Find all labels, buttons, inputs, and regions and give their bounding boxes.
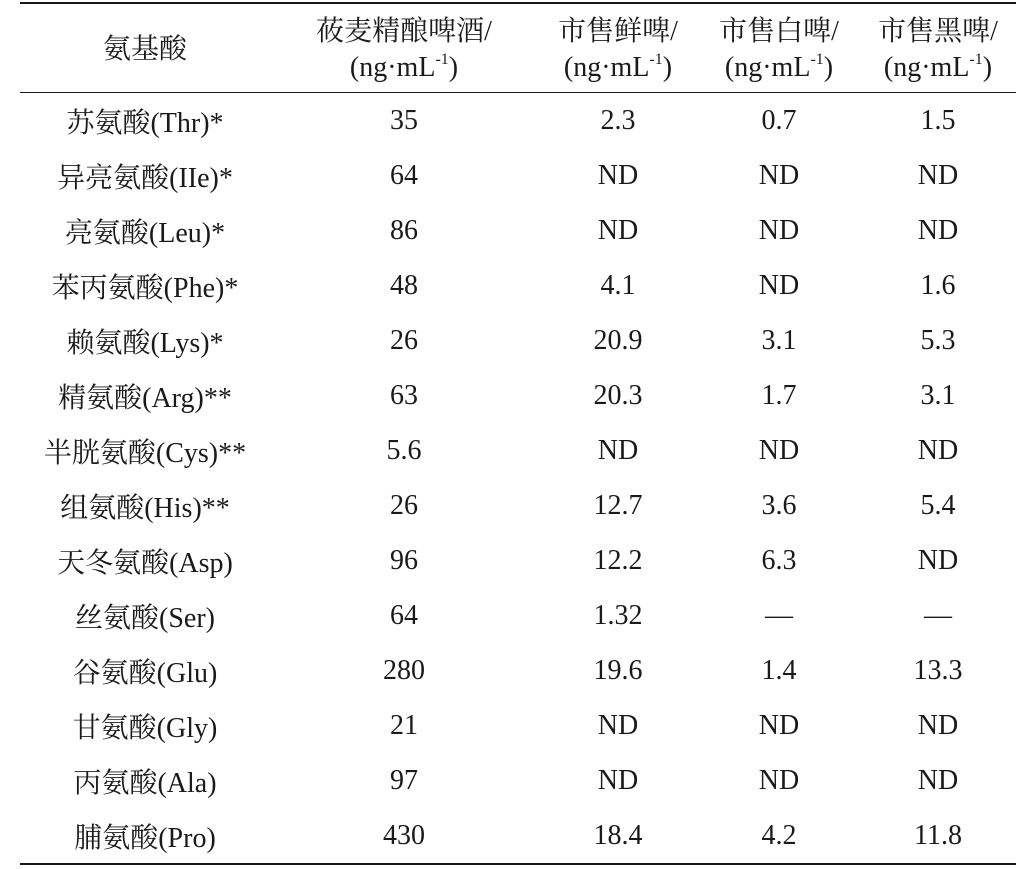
cell-amino-acid: 半胱氨酸(Cys)** [43, 437, 247, 469]
cell-amino-acid: 异亮氨酸(IIe)* [57, 162, 233, 194]
cell-dark-beer: 1.5 [920, 104, 956, 136]
cell-amino-acid: 脯氨酸(Pro) [74, 822, 216, 854]
cell-amino-acid: 赖氨酸(Lys)* [66, 327, 224, 359]
cell-white-beer: 0.7 [761, 104, 797, 136]
header-amino-acid [20, 3, 270, 93]
cell-dark-beer: 5.4 [920, 489, 956, 521]
cell-amino-acid: 谷氨酸(Glu) [72, 657, 218, 689]
cell-dark-beer: 5.3 [920, 324, 956, 356]
cell-amino-acid: 组氨酸(His)** [60, 492, 230, 524]
cell-oat-craft-beer: 21 [390, 709, 418, 741]
cell-oat-craft-beer: 5.6 [386, 434, 422, 466]
table-row [20, 368, 1016, 423]
cell-dark-beer: 13.3 [913, 654, 963, 686]
cell-white-beer: ND [758, 269, 800, 301]
cell-oat-craft-beer: 64 [390, 599, 418, 631]
cell-fresh-beer: 20.9 [593, 324, 643, 356]
amino-acid-table [20, 2, 1016, 865]
cell-white-beer: 1.4 [761, 654, 797, 686]
cell-fresh-beer: ND [597, 764, 639, 796]
cell-oat-craft-beer: 35 [390, 104, 418, 136]
cell-white-beer: 3.6 [761, 489, 797, 521]
header-white-beer [698, 3, 860, 93]
cell-dark-beer: ND [917, 159, 959, 191]
table-body [20, 93, 1016, 865]
header-fresh-beer [538, 3, 698, 93]
cell-dark-beer: 11.8 [914, 819, 962, 851]
cell-oat-craft-beer: 63 [390, 379, 418, 411]
table-row [20, 313, 1016, 368]
cell-fresh-beer: 20.3 [593, 379, 643, 411]
table-row [20, 258, 1016, 313]
cell-fresh-beer: ND [597, 214, 639, 246]
cell-oat-craft-beer: 430 [383, 819, 425, 851]
cell-white-beer: ND [758, 214, 800, 246]
cell-fresh-beer: ND [597, 709, 639, 741]
cell-white-beer: 1.7 [761, 379, 797, 411]
cell-amino-acid: 甘氨酸(Gly) [72, 712, 218, 744]
header-unit: $(ng\cdot mL^{-1})$ [349, 50, 459, 83]
cell-dark-beer: ND [917, 434, 959, 466]
table-row [20, 148, 1016, 203]
cell-fresh-beer: 19.6 [593, 654, 643, 686]
table-row [20, 423, 1016, 478]
cell-fresh-beer: 1.32 [593, 599, 643, 631]
cell-fresh-beer: 12.2 [593, 544, 643, 576]
cell-dark-beer: 3.1 [920, 379, 956, 411]
cell-oat-craft-beer: 86 [390, 214, 418, 246]
cell-oat-craft-beer: 26 [390, 324, 418, 356]
table-row [20, 478, 1016, 533]
cell-white-beer: 4.2 [761, 819, 797, 851]
header-title: 市售鲜啤/ [558, 16, 678, 47]
cell-fresh-beer: 18.4 [593, 819, 643, 851]
cell-fresh-beer: 4.1 [600, 269, 636, 301]
cell-dark-beer: ND [917, 709, 959, 741]
header-unit: $(ng\cdot mL^{-1})$ [883, 50, 993, 83]
cell-amino-acid: 苯丙氨酸(Phe)* [51, 272, 239, 304]
table-header-row [20, 3, 1016, 93]
header-unit: $(ng\cdot mL^{-1})$ [563, 50, 673, 83]
cell-dark-beer: 1.6 [920, 269, 956, 301]
header-oat-craft-beer [270, 3, 538, 93]
header-title: 市售黑啤/ [878, 16, 998, 47]
table-row [20, 588, 1016, 643]
cell-dark-beer: ND [917, 764, 959, 796]
cell-oat-craft-beer: 26 [390, 489, 418, 521]
header-title: 莜麦精酿啤酒/ [316, 16, 492, 47]
cell-oat-craft-beer: 64 [390, 159, 418, 191]
cell-amino-acid: 天冬氨酸(Asp) [57, 547, 233, 579]
cell-white-beer: 3.1 [761, 324, 797, 356]
cell-amino-acid: 苏氨酸(Thr)* [66, 107, 224, 139]
table-row [20, 808, 1016, 864]
cell-fresh-beer: ND [597, 434, 639, 466]
cell-oat-craft-beer: 96 [390, 544, 418, 576]
cell-amino-acid: 丝氨酸(Ser) [75, 602, 215, 634]
table-row [20, 698, 1016, 753]
table-row [20, 203, 1016, 258]
header-unit: $(ng\cdot mL^{-1})$ [724, 50, 834, 83]
cell-dark-beer: ND [917, 214, 959, 246]
cell-white-beer: ND [758, 159, 800, 191]
cell-oat-craft-beer: 280 [383, 654, 425, 686]
cell-oat-craft-beer: 97 [390, 764, 418, 796]
cell-white-beer: — [765, 599, 793, 631]
cell-oat-craft-beer: 48 [390, 269, 418, 301]
table-row [20, 643, 1016, 698]
cell-fresh-beer: ND [597, 159, 639, 191]
table-row [20, 753, 1016, 808]
header-dark-beer [860, 3, 1016, 93]
header-title: 市售白啤/ [719, 16, 839, 47]
header-title: 氨基酸 [102, 34, 187, 65]
table-row [20, 93, 1016, 149]
cell-amino-acid: 精氨酸(Arg)** [58, 382, 232, 414]
cell-dark-beer: ND [917, 544, 959, 576]
cell-white-beer: 6.3 [761, 544, 797, 576]
cell-white-beer: ND [758, 709, 800, 741]
cell-amino-acid: 亮氨酸(Leu)* [64, 217, 226, 249]
table-row [20, 533, 1016, 588]
cell-fresh-beer: 12.7 [593, 489, 643, 521]
cell-amino-acid: 丙氨酸(Ala) [73, 767, 217, 799]
cell-white-beer: ND [758, 434, 800, 466]
amino-acid-table-container [20, 2, 1016, 865]
cell-fresh-beer: 2.3 [600, 104, 636, 136]
cell-white-beer: ND [758, 764, 800, 796]
cell-dark-beer: — [924, 599, 952, 631]
